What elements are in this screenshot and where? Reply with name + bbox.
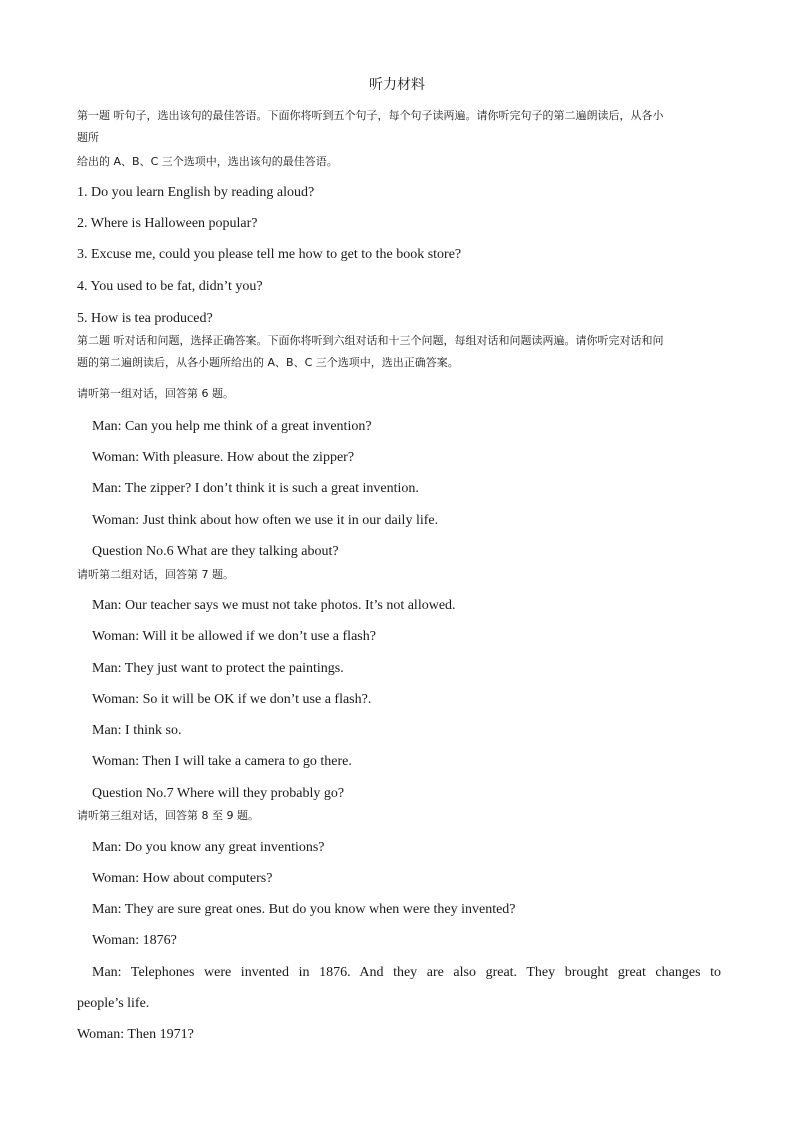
sentence-3: 3. Excuse me, could you please tell me how to get to the book store? [77,247,462,262]
dialog1-line-3: Man: The zipper? I don’t think it is such a great invention. [92,481,419,496]
dialog2-line-4: Woman: So it will be OK if we don’t use a flash?. [92,692,372,707]
dialog3-heading: 请听第三组对话，回答第 8 至 9 题。 [77,809,259,822]
page-title: 听力材料 [369,77,425,93]
dialog3-line-2: Woman: How about computers? [92,871,273,886]
dialog3-line-6: Woman: Then 1971? [77,1027,194,1042]
dialog2-heading: 请听第二组对话，回答第 7 题。 [77,568,234,581]
dialog3-line-4: Woman: 1876? [92,933,177,948]
dialog1-line-1: Man: Can you help me think of a great invention? [92,419,372,434]
dialog1-question: Question No.6 What are they talking about? [92,544,339,559]
section2-instruction-line2: 题的第二遍朗读后，从各小题所给出的 A、B、C 三个选项中，选出正确答案。 [77,356,459,369]
dialog2-line-3: Man: They just want to protect the paintings. [92,661,344,676]
dialog2-line-1: Man: Our teacher says we must not take photos. It’s not allowed. [92,598,456,613]
sentence-2: 2. Where is Halloween popular? [77,216,258,231]
section1-instruction-line1: 第一题 听句子，选出该句的最佳答语。下面你将听到五个句子，每个句子读两遍。请你听完句子的第二遍朗读后，从各小 [77,109,664,122]
dialog1-line-4: Woman: Just think about how often we use it in our daily life. [92,513,439,528]
section1-instruction-line3: 给出的 A、B、C 三个选项中，选出该句的最佳答语。 [77,155,338,168]
dialog2-question: Question No.7 Where will they probably go? [92,786,345,801]
dialog2-line-5: Man: I think so. [92,723,182,738]
dialog2-line-2: Woman: Will it be allowed if we don’t use a flash? [92,629,376,644]
dialog2-line-6: Woman: Then I will take a camera to go there. [92,754,352,769]
sentence-1: 1. Do you learn English by reading aloud? [77,185,315,200]
section1-instruction-line2: 题所 [77,131,99,144]
dialog1-line-2: Woman: With pleasure. How about the zipper? [92,450,355,465]
dialog3-line-3: Man: They are sure great ones. But do you know when were they invented? [92,902,516,917]
dialog1-heading: 请听第一组对话，回答第 6 题。 [77,387,234,400]
dialog3-line-5-continued: people’s life. [77,996,150,1011]
dialog3-line-5: Man: Telephones were invented in 1876. And they are also great. They brought great changes to [92,965,721,980]
sentence-5: 5. How is tea produced? [77,311,213,326]
section2-instruction-line1: 第二题 听对话和问题，选择正确答案。下面你将听到六组对话和十三个问题，每组对话和问题读两遍。请你听完对话和问 [77,334,664,347]
dialog3-line-1: Man: Do you know any great inventions? [92,840,325,855]
sentence-4: 4. You used to be fat, didn’t you? [77,279,263,294]
